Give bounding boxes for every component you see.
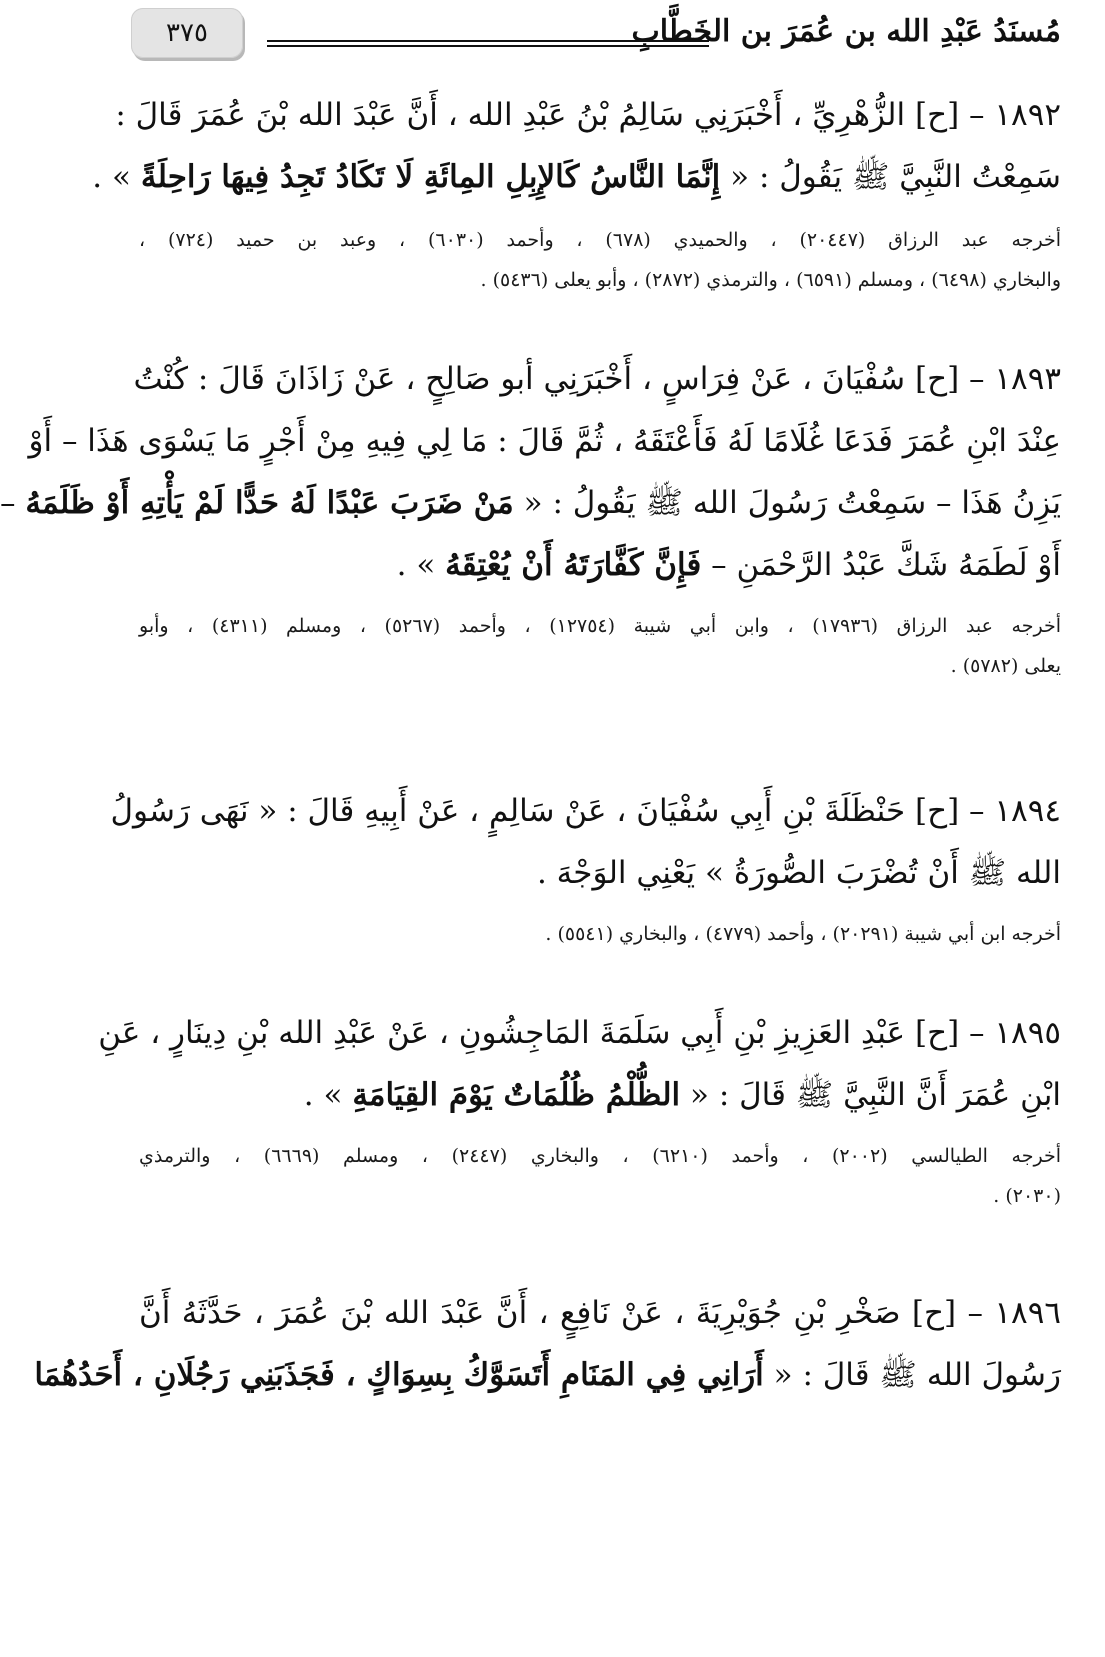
narration-text: رَسُولَ الله ﷺ قَالَ : «: [763, 1357, 1061, 1393]
takhrij-line: أخرجه عبد الرزاق (٢٠٤٤٧) ، والحميدي (٦٧٨) ، وأحمد (٦٠٣٠) ، وعبد بن حميد (٧٢٤) ،: [139, 229, 1061, 251]
running-title: مُسنَدُ عَبْدِ الله بن عُمَرَ بن الخَطَّابِ: [631, 14, 1061, 49]
narration-text: –: [0, 485, 26, 521]
hadith-line: [139, 1282, 1061, 1344]
page-number: ٣٧٥: [131, 8, 243, 58]
hadith-line: [34, 1344, 1061, 1406]
prophetic-text: إِنَّمَا النَّاسُ كَالإِبِلِ المِائَةِ لَا تَكَادُ تَجِدُ فِيهَا رَاحِلَةً: [140, 159, 721, 195]
page-header: [131, 8, 1061, 62]
narration-text: عِنْدَ ابْنِ عُمَرَ فَدَعَا غُلَامًا لَهُ فَأَعْتَقَهُ ، ثُمَّ قَالَ : مَا لِي فِيهِ مِنْ أَجْرٍ مَا يَسْوَى هَذَا – أَوْ: [28, 423, 1061, 459]
hadith-1896: [34, 1282, 1061, 1406]
prophetic-text: فَإِنَّ كَفَّارَتَهُ أَنْ يُعْتِقَهُ: [445, 547, 702, 583]
hadith-line: [139, 1064, 1061, 1126]
narration-text: ١٨٩٥ – [ح] عَبْدِ العَزِيزِ بْنِ أَبِي سَلَمَةَ المَاجِشُونِ ، عَنْ عَبْدِ الله بْنِ دِينَارٍ ، عَنِ: [98, 1015, 1061, 1051]
takhrij-line: أخرجه ابن أبي شيبة (٢٠٢٩١) ، وأحمد (٤٧٧٩) ، والبخاري (٥٥٤١) .: [545, 923, 1061, 945]
hadith-line: [139, 534, 1061, 596]
hadith-1892: [92, 84, 1061, 300]
narration-text: أَوْ لَطَمَهُ شَكَّ عَبْدُ الرَّحْمَنِ –: [701, 547, 1061, 583]
narration-text: ١٨٩٦ – [ح] صَخْرِ بْنِ جُوَيْرِيَةَ ، عَنْ نَافِعٍ ، أَنَّ عَبْدَ الله بْنَ عُمَرَ ، حَدَّثَهُ أَنَّ: [139, 1295, 1061, 1331]
takhrij-line: يعلى (٥٧٨٢) .: [950, 655, 1061, 677]
narration-text: » .: [396, 547, 446, 583]
hadith-1895: [98, 1002, 1061, 1216]
hadith-line: [92, 146, 1061, 208]
narration-text: نَهَى رَسُولُ: [110, 793, 249, 829]
narration-text: ١٨٩٣ – [ح] سُفْيَانَ ، عَنْ فِرَاسٍ ، أَخْبَرَنِي أبو صَالِحٍ ، عَنْ زَاذَانَ قَالَ : كُنْتُ: [133, 361, 1061, 397]
hadith-line: [28, 410, 1061, 472]
narration-text: ابْنِ عُمَرَ أَنَّ النَّبِيَّ ﷺ قَالَ : «: [680, 1077, 1061, 1113]
hadith-line: [139, 842, 1061, 904]
prophetic-text: الظُّلْمُ ظُلُمَاتٌ يَوْمَ القِيَامَةِ: [352, 1077, 681, 1113]
narration-text: » .: [303, 1077, 353, 1113]
takhrij-line: (٢٠٣٠) .: [993, 1185, 1061, 1207]
narration-text: ١٨٩٢ – [ح] الزُّهْرِيِّ ، أَخْبَرَنِي سَالِمُ بْنُ عَبْدِ الله ، أَنَّ عَبْدَ الله بْنَ عُمَرَ قَالَ :: [115, 97, 1061, 133]
hadith-line: [115, 84, 1061, 146]
header-rule: [267, 40, 709, 47]
hadith-line: [133, 348, 1061, 410]
takhrij-line: أخرجه عبد الرزاق (١٧٩٣٦) ، وابن أبي شيبة (١٢٧٥٤) ، وأحمد (٥٢٦٧) ، ومسلم (٤٣١١) ، وأبو: [139, 615, 1061, 637]
takhrij-line: والبخاري (٦٤٩٨) ، ومسلم (٦٥٩١) ، والترمذي (٢٨٧٢) ، وأبو يعلى (٥٤٣٦) .: [480, 269, 1061, 291]
narration-text: يَزِنُ هَذَا – سَمِعْتُ رَسُولَ الله ﷺ يَقُولُ : «: [513, 485, 1061, 521]
narration-text: » .: [92, 159, 141, 195]
hadith-line: [110, 780, 1061, 842]
hadith-line: [0, 472, 1061, 534]
hadith-1893: [0, 348, 1061, 686]
prophetic-text: مَنْ ضَرَبَ عَبْدًا لَهُ حَدًّا لَمْ يَأْتِهِ أَوْ ظَلَمَهُ: [25, 485, 514, 521]
prophetic-text: أَرَانِي فِي المَنَامِ أَتَسَوَّكُ بِسِوَاكٍ ، فَجَذَبَنِي رَجُلَانِ ، أَحَدُهُمَا: [34, 1357, 764, 1393]
narration-text: ١٨٩٤ – [ح] حَنْظَلَةَ بْنِ أَبِي سُفْيَانَ ، عَنْ سَالِمٍ ، عَنْ أَبِيهِ قَالَ : «: [248, 793, 1061, 829]
hadith-line: [98, 1002, 1061, 1064]
hadith-1894: [110, 780, 1061, 954]
narration-text: سَمِعْتُ النَّبِيَّ ﷺ يَقُولُ : «: [720, 159, 1061, 195]
takhrij-line: أخرجه الطيالسي (٢٠٠٢) ، وأحمد (٦٢١٠) ، والبخاري (٢٤٤٧) ، ومسلم (٦٦٦٩) ، والترمذي: [139, 1145, 1061, 1167]
narration-text: الله ﷺ أَنْ تُضْرَبَ الصُّورَةُ » يَعْنِي الوَجْهَ .: [536, 855, 1061, 891]
